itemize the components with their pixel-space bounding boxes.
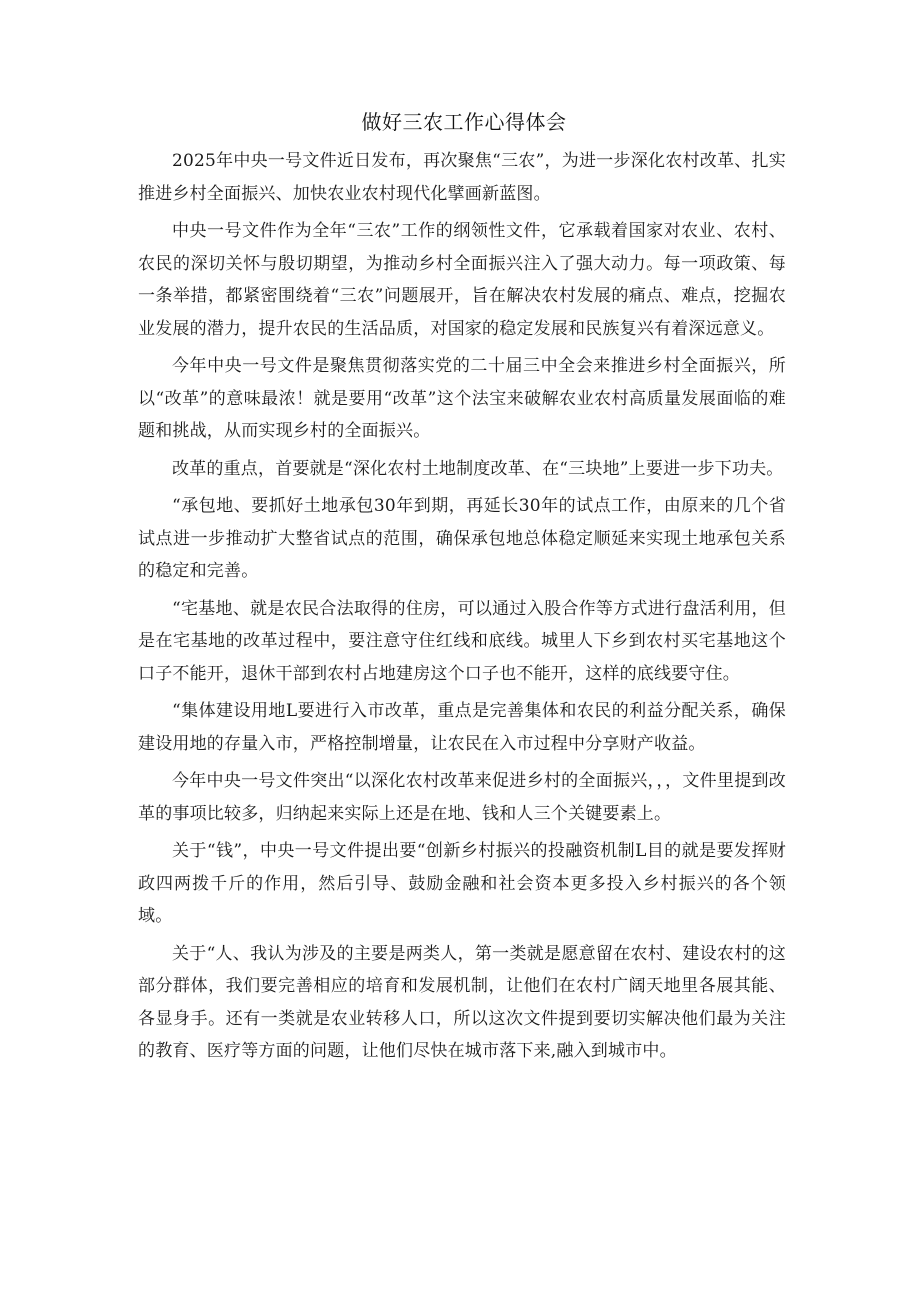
paragraph: 2025年中央一号文件近日发布，再次聚焦“三农”，为进一步深化农村改革、扎实推进乡村全面振兴、加快农业农村现代化擘画新蓝图。 (138, 151, 786, 204)
document-body (138, 145, 786, 1073)
paragraph: 今年中央一号文件突出“以深化农村改革来促进乡村的全面振兴，，，文件里提到改革的事项比较多，归纳起来实际上还是在地、钱和人三个关键要素上。 (138, 771, 786, 824)
paragraph: 关于“钱”，中央一号文件提出要“创新乡村振兴的投融资机制L目的就是要发挥财政四两拨千斤的作用，然后引导、鼓励金融和社会资本更多投入乡村振兴的各个领域。 (138, 841, 786, 926)
paragraph: 改革的重点，首要就是“深化农村土地制度改革、在“三块地”上要进一步下功夫。 (172, 458, 784, 479)
paragraph: “承包地、要抓好土地承包30年到期，再延长30年的试点工作，由原来的几个省试点进一步推动扩大整省试点的范围，确保承包地总体稳定顺延来实现土地承包关系的稳定和完善。 (138, 496, 786, 581)
paragraph: 今年中央一号文件是聚焦贯彻落实党的二十届三中全会来推进乡村全面振兴，所以“改革”的意味最浓！就是要用“改革”这个法宝来破解农业农村高质量发展面临的难题和挑战，从而实现乡村的全面振兴。 (138, 356, 786, 441)
paragraph: 关于“人、我认为涉及的主要是两类人，第一类就是愿意留在农村、建设农村的这部分群体，我们要完善相应的培育和发展机制，让他们在农村广阔天地里各展其能、各显身手。还有一类就是农业转移人口，所以这次文件提到要切实解决他们最为关注的教育、医疗等方面的问题，让他们尽快在城市落下来,融入到城市中。 (138, 943, 786, 1061)
document-title: 做好三农工作心得体会 (361, 110, 567, 134)
paragraph: “宅基地、就是农民合法取得的住房，可以通过入股合作等方式进行盘活利用，但是在宅基地的改革过程中，要注意守住红线和底线。城里人下乡到农村买宅基地这个口子不能开，退休干部到农村占地建房这个口子也不能开，这样的底线要守住。 (138, 598, 786, 684)
paragraph: 中央一号文件作为全年“三农”工作的纲领性文件，它承载着国家对农业、农村、农民的深切关怀与殷切期望，为推动乡村全面振兴注入了强大动力。每一项政策、每一条举措，都紧密围绕着“三农”问题展开，旨在解决农村发展的痛点、难点，挖掘农业发展的潜力，提升农民的生活品质，对国家的稳定发展和民族复兴有着深远意义。 (138, 221, 786, 339)
paragraph: “集体建设用地L要进行入市改革，重点是完善集体和农民的利益分配关系，确保建设用地的存量入市，严格控制增量，让农民在入市过程中分享财产收益。 (138, 701, 786, 754)
